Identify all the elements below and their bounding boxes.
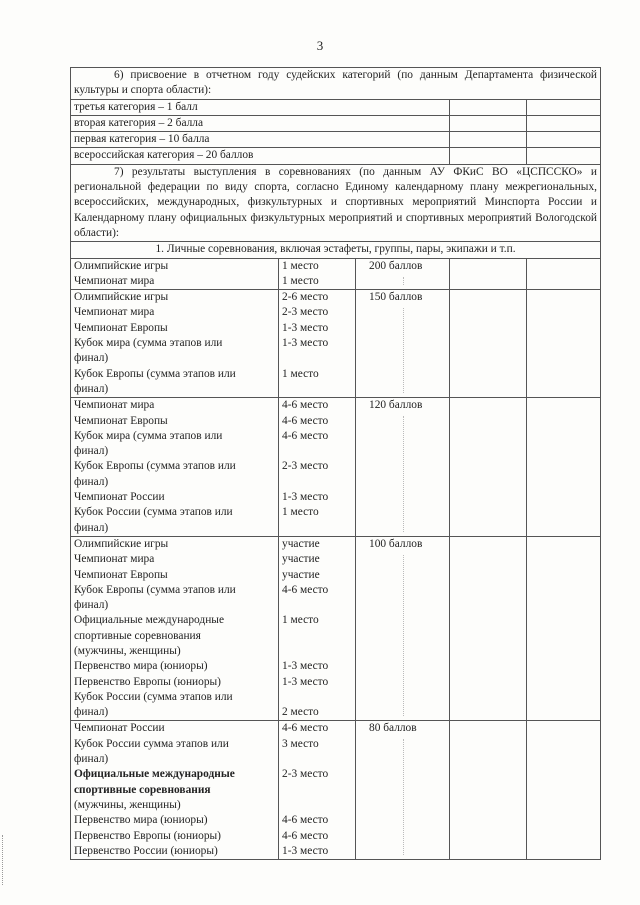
empty-cell (527, 258, 601, 290)
points-value: 100 баллов (369, 537, 423, 550)
competition-name: финал) (74, 382, 109, 395)
competition-name: Кубок России сумма этапов или (74, 737, 229, 750)
competition-name-note: (мужчины, женщины) (74, 798, 181, 811)
points-cell (356, 398, 450, 537)
section7-subheading: 1. Личные соревнования, включая эстафеты, группы, пары, экипажи и т.п. (71, 242, 601, 258)
competition-name: финал) (74, 475, 109, 488)
criteria-table (70, 67, 601, 860)
place-value: 1-3 место (282, 321, 329, 334)
place-value: участие (282, 553, 320, 566)
points-cell (356, 721, 450, 860)
points-group-row (71, 258, 601, 290)
places-cell (279, 536, 356, 721)
competition-name: Олимпийские игры (74, 291, 169, 304)
competition-name: Чемпионат мира (74, 399, 155, 412)
competition-name: спортивные соревнования (74, 783, 211, 796)
dotted-guide (403, 555, 404, 717)
place-value: 4-6 место (282, 814, 329, 827)
category-row (71, 115, 601, 131)
place-value: 3 место (282, 737, 319, 750)
place-value: 4-6 место (282, 583, 329, 596)
empty-cell (527, 721, 601, 860)
category-label: первая категория – 10 балла (71, 132, 450, 148)
place-value: участие (282, 537, 320, 550)
place-spacer (282, 798, 352, 813)
competition-name: Кубок России (сумма этапов или (74, 690, 233, 703)
competition-names-cell (71, 258, 279, 290)
competition-name: Первенство Европы (юниоры) (74, 829, 221, 842)
place-value: 1-3 место (282, 844, 329, 857)
competition-names-cell (71, 398, 279, 537)
place-spacer (282, 752, 352, 767)
competition-name: Олимпийские игры (74, 259, 169, 272)
competition-name: Чемпионат Европы (74, 321, 168, 334)
competition-names-cell (71, 290, 279, 398)
points-cell (356, 536, 450, 721)
points-cell (356, 290, 450, 398)
empty-cell (450, 258, 527, 290)
competition-name: Чемпионат мира (74, 553, 155, 566)
competition-name: Чемпионат Европы (74, 568, 168, 581)
competition-name: Официальные международные (74, 614, 225, 627)
competition-name: Чемпионат России (74, 722, 165, 735)
section7-intro: 7) результаты выступления в соревнованиях (по данным АУ ФКиС ВО «ЦСПССКО» и региональной федерации по виду спорта, согласно Единому календарному плану межрегиональных, всероссийских, международных, физкультурных и спортивных мероприятий Минспорта России и Календарному плану официальных физкультурных мероприятий и спортивных мероприятий Вологодской области): (74, 165, 597, 239)
points-value: 80 баллов (369, 722, 417, 735)
section6-intro: 6) присвоение в отчетном году судейских категорий (по данным Департамента физической культуры и спорта области): (74, 69, 597, 97)
section6-intro-row (71, 68, 601, 100)
place-value: 2-3 место (282, 306, 329, 319)
place-value: 2 место (282, 706, 319, 719)
place-value: 2-3 место (282, 460, 329, 473)
place-value: 1 место (282, 367, 319, 380)
empty-cell (450, 398, 527, 537)
place-value: 1 место (282, 506, 319, 519)
place-spacer (282, 475, 352, 490)
place-spacer (282, 382, 352, 397)
points-group-row (71, 721, 601, 860)
competition-name: Чемпионат Европы (74, 414, 168, 427)
place-value: 1-3 место (282, 491, 329, 504)
place-value: участие (282, 568, 320, 581)
competition-name: Кубок мира (сумма этапов или (74, 429, 223, 442)
competition-name: Чемпионат мира (74, 274, 155, 287)
places-cell (279, 258, 356, 290)
competition-names-cell (71, 536, 279, 721)
competition-name: финал) (74, 521, 109, 534)
place-value: 4-6 место (282, 414, 329, 427)
competition-name: Олимпийские игры (74, 537, 169, 550)
category-label: всероссийская категория – 20 баллов (71, 148, 450, 164)
place-spacer (282, 690, 352, 705)
empty-cell (527, 398, 601, 537)
place-value: 4-6 место (282, 429, 329, 442)
competition-name: Первенство мира (юниоры) (74, 814, 208, 827)
empty-cell (527, 536, 601, 721)
points-value: 200 баллов (369, 259, 423, 272)
place-value: 1 место (282, 259, 319, 272)
place-value: 4-6 место (282, 829, 329, 842)
section7-subheading-row (71, 242, 601, 258)
dotted-guide (403, 277, 404, 286)
competition-name: Официальные международные (74, 768, 235, 781)
competition-name: Чемпионат мира (74, 306, 155, 319)
places-cell (279, 290, 356, 398)
competition-name: финал) (74, 352, 109, 365)
points-group-row (71, 290, 601, 398)
competition-names-cell (71, 721, 279, 860)
section7-intro-row (71, 164, 601, 241)
category-label: третья категория – 1 балл (71, 99, 450, 115)
category-label: вторая категория – 2 балла (71, 115, 450, 131)
competition-name: Кубок мира (сумма этапов или (74, 337, 223, 350)
place-value: 4-6 место (282, 722, 329, 735)
competition-name: Кубок Европы (сумма этапов или (74, 583, 236, 596)
competition-name: финал) (74, 445, 109, 458)
empty-cell (450, 536, 527, 721)
empty-cell (527, 290, 601, 398)
place-spacer (282, 444, 352, 459)
place-value: 1-3 место (282, 660, 329, 673)
place-spacer (282, 629, 352, 644)
category-row (71, 148, 601, 164)
category-row (71, 99, 601, 115)
place-spacer (282, 521, 352, 536)
competition-name: финал) (74, 599, 109, 612)
dotted-guide (403, 739, 404, 855)
points-group-row (71, 536, 601, 721)
place-value: 1-3 место (282, 675, 329, 688)
place-spacer (282, 644, 352, 659)
competition-name: финал) (74, 706, 109, 719)
competition-name: Первенство России (юниоры) (74, 844, 218, 857)
margin-marks (2, 835, 7, 885)
competition-name: Кубок Европы (сумма этапов или (74, 460, 236, 473)
points-cell (356, 258, 450, 290)
competition-name: Чемпионат России (74, 491, 165, 504)
competition-name: Первенство Европы (юниоры) (74, 675, 221, 688)
competition-name: Кубок России (сумма этапов или (74, 506, 233, 519)
points-value: 150 баллов (369, 291, 423, 304)
place-value: 1 место (282, 614, 319, 627)
places-cell (279, 721, 356, 860)
competition-name: (мужчины, женщины) (74, 644, 181, 657)
category-row (71, 132, 601, 148)
competition-name: спортивные соревнования (74, 629, 201, 642)
dotted-guide (403, 416, 404, 532)
empty-cell (450, 721, 527, 860)
competition-name: Кубок Европы (сумма этапов или (74, 367, 236, 380)
page-number: 3 (316, 38, 324, 53)
place-value: 2-6 место (282, 291, 329, 304)
place-spacer (282, 598, 352, 613)
place-value: 2-3 место (282, 768, 329, 781)
competition-name: финал) (74, 753, 109, 766)
points-group-row (71, 398, 601, 537)
dotted-guide (403, 308, 404, 393)
place-value: 1 место (282, 274, 319, 287)
place-spacer (282, 783, 352, 798)
place-value: 4-6 место (282, 399, 329, 412)
points-value: 120 баллов (369, 399, 423, 412)
place-spacer (282, 351, 352, 366)
place-value: 1-3 место (282, 337, 329, 350)
empty-cell (450, 290, 527, 398)
places-cell (279, 398, 356, 537)
competition-name: Первенство мира (юниоры) (74, 660, 208, 673)
